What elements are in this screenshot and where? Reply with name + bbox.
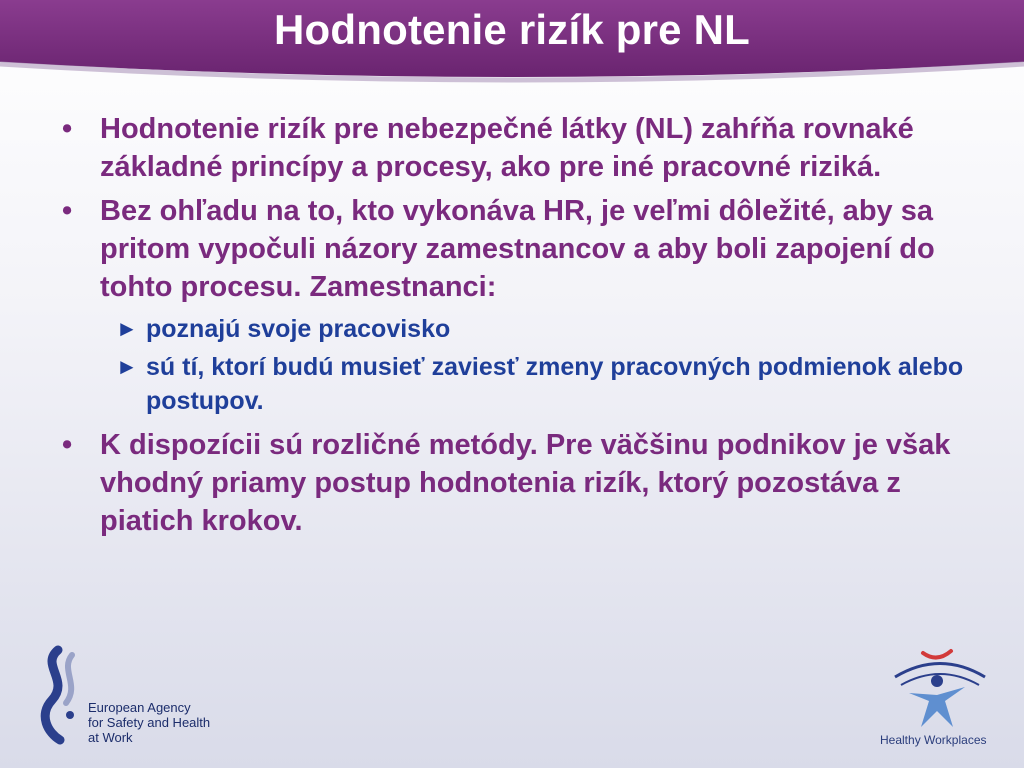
sub-bullet-text: poznajú svoje pracovisko (146, 315, 451, 343)
arrow-icon: ► (116, 354, 138, 379)
slide-title: Hodnotenie rizík pre NL (274, 6, 750, 53)
sub-bullet-item (116, 350, 967, 418)
bullet-glyph: • (62, 195, 73, 227)
slide-header (0, 0, 1024, 100)
eu-agency-line: European Agency (88, 700, 191, 715)
eu-agency-line: at Work (88, 730, 133, 745)
bullet-text: Bez ohľadu na to, kto vykonáva HR, je veľmi dôležité, aby sa pritom vypočuli názory zamestnancov a aby boli zapojení do tohto procesu. Zamestnanci: (100, 195, 935, 303)
bullet-glyph: • (62, 113, 73, 145)
arrow-icon: ► (116, 316, 138, 341)
eu-agency-text (88, 700, 210, 745)
bullet-item (62, 110, 967, 186)
eu-agency-line: for Safety and Health (88, 715, 211, 730)
sub-bullet-item (116, 312, 967, 346)
bullet-item (62, 192, 967, 306)
slide-content (62, 110, 967, 546)
bullet-item (62, 426, 967, 540)
healthy-workplaces-logo-icon (885, 645, 995, 735)
bullet-text: K dispozícii sú rozličné metódy. Pre väčšinu podnikov je však vhodný priamy postup hodnotenia rizík, ktorý pozostáva z piatich krokov. (100, 429, 951, 537)
bullet-glyph: • (62, 429, 73, 461)
sub-bullet-text: sú tí, ktorí budú musieť zaviesť zmeny pracovných podmienok alebo postupov. (146, 353, 964, 415)
healthy-workplaces-text: Healthy Workplaces (880, 733, 987, 747)
bullet-text: Hodnotenie rizík pre nebezpečné látky (NL) zahŕňa rovnaké základné princípy a procesy, ako pre iné pracovné riziká. (100, 113, 914, 183)
